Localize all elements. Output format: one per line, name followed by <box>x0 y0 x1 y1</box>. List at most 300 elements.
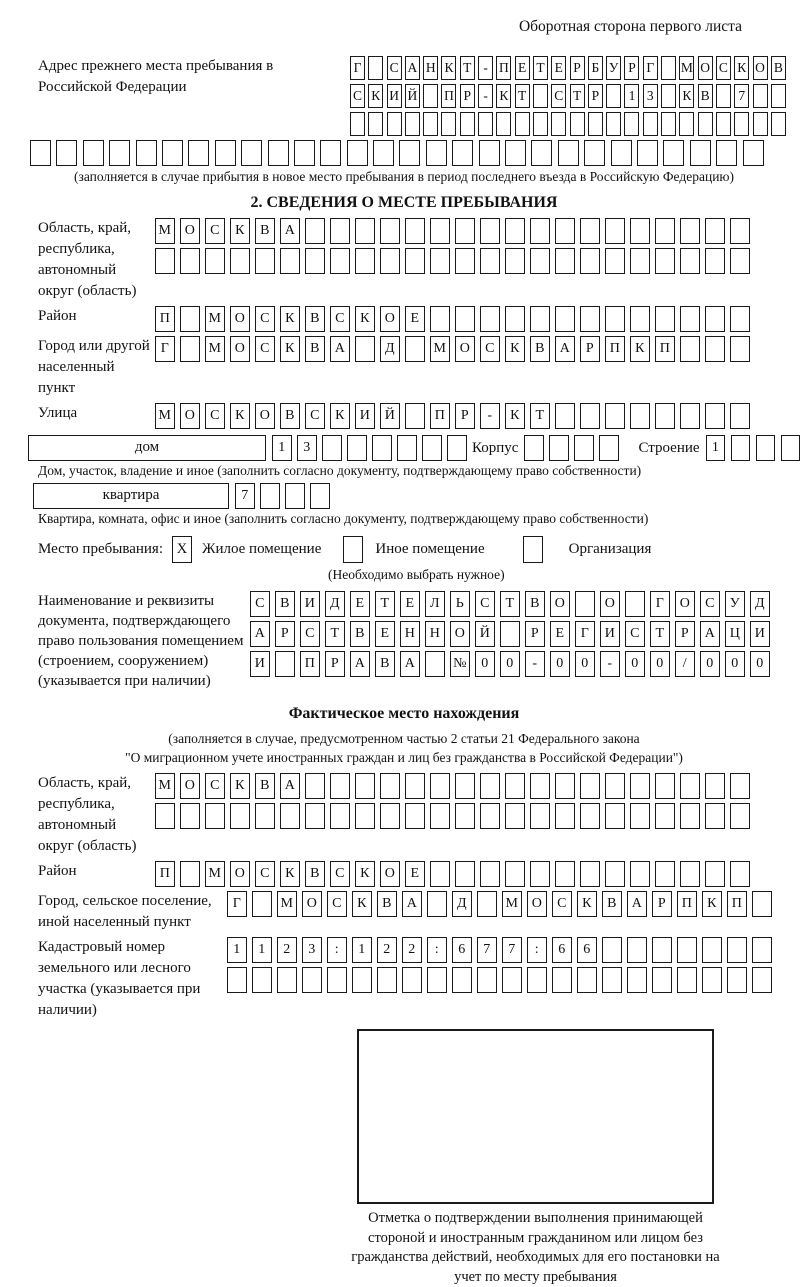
fact-district-block <box>38 861 770 887</box>
char-cell <box>330 248 350 274</box>
char-cell: К <box>230 218 250 244</box>
char-cell <box>252 891 272 917</box>
char-cell: О <box>255 403 275 429</box>
char-cell: А <box>280 218 300 244</box>
char-cell <box>730 248 750 274</box>
char-cell <box>109 140 130 166</box>
char-cell: И <box>355 403 375 429</box>
prev-address-block <box>38 56 783 136</box>
char-cell: 7 <box>235 483 255 509</box>
char-cell: С <box>551 84 566 108</box>
char-cell <box>423 84 438 108</box>
char-cell <box>624 112 639 136</box>
char-cell <box>155 803 175 829</box>
char-cell: И <box>600 621 620 647</box>
char-cell <box>605 773 625 799</box>
char-cell <box>477 967 497 993</box>
char-cell <box>627 967 647 993</box>
char-row <box>155 861 755 887</box>
char-cell <box>500 621 520 647</box>
char-cell <box>255 248 275 274</box>
char-cell: М <box>205 336 225 362</box>
char-cell <box>606 84 621 108</box>
char-cell <box>655 803 675 829</box>
char-cell: С <box>255 861 275 887</box>
char-cell: С <box>205 403 225 429</box>
char-cell <box>294 140 315 166</box>
char-cell <box>630 306 650 332</box>
char-cell <box>530 248 550 274</box>
char-cell: А <box>250 621 270 647</box>
city-block <box>38 336 770 399</box>
char-cell <box>753 112 768 136</box>
char-cell: В <box>305 336 325 362</box>
char-cell: К <box>496 84 511 108</box>
page-title: Оборотная сторона первого листа <box>518 18 742 35</box>
char-cell: О <box>380 861 400 887</box>
char-cell: П <box>155 306 175 332</box>
char-cell <box>677 967 697 993</box>
fact-region-grid <box>155 773 755 829</box>
char-cell: М <box>502 891 522 917</box>
fact-city-block <box>38 891 770 933</box>
char-cell: Р <box>455 403 475 429</box>
char-cell: М <box>155 403 175 429</box>
char-cell: 0 <box>625 651 645 677</box>
char-cell: С <box>387 56 402 80</box>
char-cell <box>555 773 575 799</box>
char-cell: М <box>679 56 694 80</box>
char-cell <box>280 248 300 274</box>
char-cell <box>460 112 475 136</box>
char-cell <box>555 306 575 332</box>
char-cell <box>399 140 420 166</box>
char-cell: С <box>475 591 495 617</box>
char-cell: О <box>675 591 695 617</box>
char-cell: Г <box>155 336 175 362</box>
char-cell <box>611 140 632 166</box>
stroenie-label: Строение <box>638 440 700 456</box>
char-cell <box>350 112 365 136</box>
char-cell <box>580 218 600 244</box>
char-row <box>706 435 800 461</box>
char-cell: Д <box>452 891 472 917</box>
char-cell <box>606 112 621 136</box>
char-cell <box>680 306 700 332</box>
region-grid <box>155 218 755 274</box>
char-cell <box>680 773 700 799</box>
char-cell <box>215 140 236 166</box>
char-cell: О <box>230 336 250 362</box>
char-cell <box>584 140 605 166</box>
char-cell <box>205 248 225 274</box>
char-cell: 3 <box>643 84 658 108</box>
char-cell <box>155 248 175 274</box>
char-cell <box>730 218 750 244</box>
char-cell: О <box>230 861 250 887</box>
prev-address-grid <box>350 56 789 136</box>
char-cell <box>771 84 786 108</box>
char-cell: : <box>527 937 547 963</box>
char-cell <box>716 112 731 136</box>
fact-cadastre-block <box>38 937 770 1021</box>
char-cell <box>230 248 250 274</box>
char-row <box>350 84 789 108</box>
fact-note1: (заполняется в случае, предусмотренном частью 2 статьи 21 Федерального закона <box>168 731 640 746</box>
char-cell <box>527 967 547 993</box>
char-cell: / <box>675 651 695 677</box>
char-cell <box>702 937 722 963</box>
char-cell <box>555 248 575 274</box>
char-cell: А <box>627 891 647 917</box>
char-cell <box>530 803 550 829</box>
char-cell <box>705 403 725 429</box>
char-cell: 0 <box>750 651 770 677</box>
char-cell <box>480 306 500 332</box>
char-cell <box>680 861 700 887</box>
char-cell <box>505 803 525 829</box>
char-cell <box>661 56 676 80</box>
char-cell <box>402 967 422 993</box>
char-cell <box>305 803 325 829</box>
char-cell <box>430 248 450 274</box>
char-cell: 2 <box>377 937 397 963</box>
char-cell: № <box>450 651 470 677</box>
char-cell: 1 <box>252 937 272 963</box>
char-cell <box>405 336 425 362</box>
char-cell <box>602 967 622 993</box>
char-cell <box>661 84 676 108</box>
char-cell <box>268 140 289 166</box>
char-cell <box>652 967 672 993</box>
char-cell: 7 <box>477 937 497 963</box>
char-cell <box>455 218 475 244</box>
char-cell <box>430 803 450 829</box>
fact-note2: "О миграционном учете иностранных граждан и лиц без гражданства в Российской Федерации") <box>125 750 683 765</box>
char-cell <box>655 248 675 274</box>
char-cell <box>355 248 375 274</box>
char-cell: В <box>698 84 713 108</box>
stay-option-label-inoe: Иное помещение <box>375 541 485 557</box>
char-cell <box>575 591 595 617</box>
char-cell: О <box>455 336 475 362</box>
char-cell: Д <box>325 591 345 617</box>
char-cell: 1 <box>624 84 639 108</box>
char-cell <box>455 803 475 829</box>
char-cell <box>705 861 725 887</box>
char-cell <box>530 861 550 887</box>
char-cell: 0 <box>700 651 720 677</box>
char-cell <box>352 967 372 993</box>
char-cell <box>397 435 417 461</box>
char-cell: Д <box>750 591 770 617</box>
char-cell <box>716 140 737 166</box>
char-cell <box>679 112 694 136</box>
char-cell <box>552 967 572 993</box>
char-cell <box>551 112 566 136</box>
char-cell <box>480 861 500 887</box>
char-cell: Р <box>675 621 695 647</box>
document-grid <box>250 591 775 677</box>
char-cell <box>781 435 800 461</box>
stay-option-checkbox-zhiloe: X <box>172 536 192 563</box>
char-cell: У <box>725 591 745 617</box>
char-cell <box>753 84 768 108</box>
char-cell: П <box>155 861 175 887</box>
char-cell: К <box>330 403 350 429</box>
char-cell <box>555 403 575 429</box>
char-cell: М <box>205 306 225 332</box>
char-cell <box>652 937 672 963</box>
char-cell: : <box>327 937 347 963</box>
char-cell: В <box>255 773 275 799</box>
char-cell: Н <box>425 621 445 647</box>
char-cell: Н <box>400 621 420 647</box>
prev-address-note: (заполняется в случае прибытия в новое место пребывания в период последнего въезда в Российскую Федерацию) <box>73 169 735 184</box>
char-cell <box>430 306 450 332</box>
char-cell: Т <box>325 621 345 647</box>
char-cell <box>372 435 392 461</box>
char-cell: В <box>305 306 325 332</box>
char-cell: А <box>555 336 575 362</box>
char-cell: Т <box>375 591 395 617</box>
char-cell <box>377 967 397 993</box>
char-cell: Г <box>575 621 595 647</box>
char-cell <box>355 773 375 799</box>
fact-cadastre-label: Кадастровый номер земельного или лесного участка (указывается при наличии) <box>38 939 201 1018</box>
char-row <box>155 403 755 429</box>
char-cell <box>162 140 183 166</box>
char-cell: К <box>505 403 525 429</box>
char-cell: О <box>527 891 547 917</box>
char-cell <box>322 435 342 461</box>
char-cell <box>580 773 600 799</box>
char-cell <box>405 218 425 244</box>
char-cell <box>505 861 525 887</box>
char-cell <box>277 967 297 993</box>
char-cell <box>430 773 450 799</box>
char-cell <box>455 773 475 799</box>
fact-region-block <box>38 773 770 857</box>
char-cell <box>730 803 750 829</box>
apartment-row <box>33 483 770 509</box>
char-cell <box>480 803 500 829</box>
char-cell <box>680 803 700 829</box>
char-cell <box>355 336 375 362</box>
stamp-caption: Отметка о подтверждении выполнения принимающей стороной и иностранным гражданином или лицом без гражданства действий, необходимых для его постановки на учет по месту пребывания <box>351 1210 720 1285</box>
char-cell: 2 <box>277 937 297 963</box>
char-cell <box>260 483 280 509</box>
house-row <box>28 435 770 461</box>
char-cell: Е <box>400 591 420 617</box>
char-cell: Т <box>570 84 585 108</box>
char-cell: К <box>368 84 383 108</box>
char-cell <box>680 248 700 274</box>
char-cell <box>480 248 500 274</box>
char-cell <box>425 651 445 677</box>
char-cell <box>730 306 750 332</box>
char-cell: Р <box>275 621 295 647</box>
char-cell <box>655 773 675 799</box>
char-cell: 0 <box>475 651 495 677</box>
char-cell <box>480 218 500 244</box>
char-cell: В <box>602 891 622 917</box>
char-cell <box>479 140 500 166</box>
char-cell: Т <box>650 621 670 647</box>
char-cell <box>588 112 603 136</box>
char-cell: Т <box>515 84 530 108</box>
char-cell: К <box>355 306 375 332</box>
char-cell <box>756 435 776 461</box>
char-cell <box>368 56 383 80</box>
char-cell <box>602 937 622 963</box>
char-row <box>155 803 755 829</box>
char-cell <box>705 248 725 274</box>
char-cell <box>136 140 157 166</box>
char-cell: А <box>280 773 300 799</box>
char-cell <box>302 967 322 993</box>
prev-address-label: Адрес прежнего места пребывания в Российской Федерации <box>38 58 274 95</box>
char-cell <box>743 140 764 166</box>
char-cell <box>205 803 225 829</box>
char-cell: С <box>330 306 350 332</box>
stay-option-checkbox-org <box>523 536 543 563</box>
char-cell <box>690 140 711 166</box>
char-cell <box>275 651 295 677</box>
char-cell: С <box>205 773 225 799</box>
stay-choose-note: (Необходимо выбрать нужное) <box>328 567 505 582</box>
char-cell: В <box>525 591 545 617</box>
char-cell <box>530 773 550 799</box>
char-cell: О <box>550 591 570 617</box>
char-cell <box>705 306 725 332</box>
stay-option-label-org: Организация <box>568 541 652 557</box>
char-cell <box>533 84 548 108</box>
char-cell: Е <box>405 306 425 332</box>
char-cell: К <box>230 403 250 429</box>
char-cell <box>30 140 51 166</box>
char-cell: К <box>230 773 250 799</box>
char-cell <box>705 336 725 362</box>
char-cell: Т <box>500 591 520 617</box>
char-cell <box>230 803 250 829</box>
char-cell: Ь <box>450 591 470 617</box>
char-cell <box>680 336 700 362</box>
char-cell <box>702 967 722 993</box>
char-cell: В <box>377 891 397 917</box>
char-row <box>155 773 755 799</box>
char-cell <box>430 218 450 244</box>
char-cell: Е <box>350 591 370 617</box>
char-cell: Е <box>550 621 570 647</box>
char-cell <box>627 937 647 963</box>
char-cell: С <box>330 861 350 887</box>
char-cell: - <box>478 84 493 108</box>
char-row <box>250 621 775 647</box>
char-cell: К <box>577 891 597 917</box>
char-cell <box>355 803 375 829</box>
char-cell: К <box>679 84 694 108</box>
char-cell <box>549 435 569 461</box>
stay-option-label-zhiloe: Жилое помещение <box>202 541 322 557</box>
char-cell: В <box>350 621 370 647</box>
char-cell: 6 <box>452 937 472 963</box>
char-row <box>155 218 755 244</box>
house-label-box: дом <box>28 435 266 461</box>
char-cell <box>630 248 650 274</box>
char-cell: О <box>450 621 470 647</box>
char-cell <box>505 248 525 274</box>
char-cell: Т <box>460 56 475 80</box>
char-cell <box>227 967 247 993</box>
char-row <box>250 591 775 617</box>
house-note: Дом, участок, владение и иное (заполнить согласно документу, подтверждающему право собственности) <box>38 463 642 478</box>
stay-option-checkbox-inoe <box>343 536 363 563</box>
char-cell: А <box>405 56 420 80</box>
char-cell <box>310 483 330 509</box>
char-cell <box>502 967 522 993</box>
char-cell: Д <box>380 336 400 362</box>
char-cell: К <box>280 336 300 362</box>
char-cell <box>580 248 600 274</box>
char-cell: В <box>255 218 275 244</box>
stamp-box <box>357 1029 714 1204</box>
char-cell: И <box>387 84 402 108</box>
char-cell: Г <box>650 591 670 617</box>
char-cell: П <box>727 891 747 917</box>
char-cell <box>405 112 420 136</box>
char-cell <box>56 140 77 166</box>
char-cell: Р <box>624 56 639 80</box>
char-cell: Р <box>325 651 345 677</box>
char-cell <box>599 435 619 461</box>
char-cell <box>580 803 600 829</box>
char-cell: А <box>402 891 422 917</box>
char-cell <box>698 112 713 136</box>
char-cell: Р <box>652 891 672 917</box>
char-cell: О <box>302 891 322 917</box>
char-cell <box>580 403 600 429</box>
char-cell <box>347 435 367 461</box>
char-cell <box>655 306 675 332</box>
char-cell: Г <box>643 56 658 80</box>
char-cell <box>405 803 425 829</box>
char-cell: 0 <box>725 651 745 677</box>
char-cell: Р <box>525 621 545 647</box>
city-label: Город или другой населенный пункт <box>38 338 150 396</box>
char-cell <box>643 112 658 136</box>
char-cell <box>480 773 500 799</box>
char-cell <box>655 861 675 887</box>
char-cell <box>655 218 675 244</box>
char-cell <box>368 112 383 136</box>
char-cell: В <box>305 861 325 887</box>
char-row <box>524 435 624 461</box>
char-cell <box>605 306 625 332</box>
char-cell: В <box>375 651 395 677</box>
char-cell: 0 <box>575 651 595 677</box>
char-cell: И <box>300 591 320 617</box>
char-cell: М <box>430 336 450 362</box>
street-label: Улица <box>38 405 78 421</box>
char-cell <box>630 773 650 799</box>
char-cell <box>305 218 325 244</box>
char-cell: М <box>277 891 297 917</box>
char-cell <box>531 140 552 166</box>
char-row <box>155 306 755 332</box>
char-cell: А <box>700 621 720 647</box>
char-cell <box>380 803 400 829</box>
